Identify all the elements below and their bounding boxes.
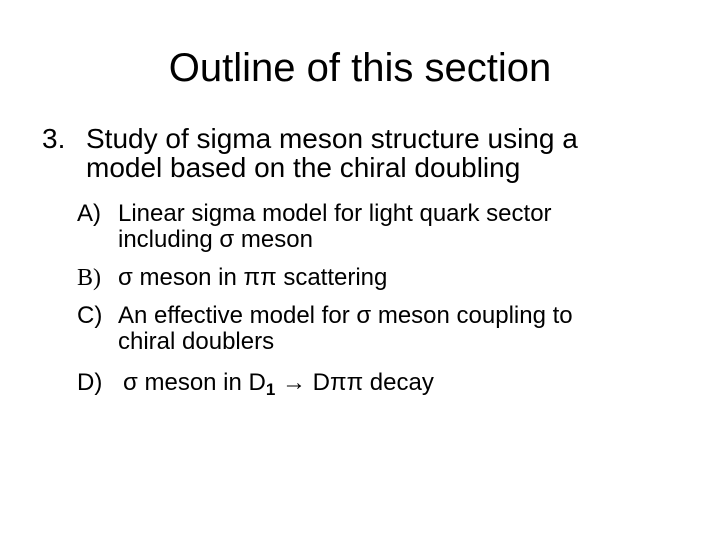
main-item-text	[86, 124, 696, 182]
sub-item-text-pre: σ meson in D	[123, 369, 266, 396]
sub-item-label: C)	[77, 302, 103, 329]
sub-item-label: B)	[77, 265, 101, 291]
main-item-line-2: model based on the chiral doubling	[86, 152, 521, 183]
sub-item-label: A)	[77, 200, 101, 227]
sub-item-line: including σ meson	[118, 226, 313, 253]
subscript: 1	[265, 380, 276, 399]
sub-item-text	[118, 265, 693, 291]
sub-item-line: chiral doublers	[118, 328, 275, 355]
sub-item-text	[118, 201, 693, 253]
sub-item-line: σ meson in ππ scattering	[118, 264, 388, 291]
sub-item-text	[118, 303, 693, 355]
sub-item-text-post: → Dππ decay	[275, 369, 434, 396]
sub-item-line: Linear sigma model for light quark sector	[118, 200, 552, 227]
slide-title: Outline of this section	[168, 46, 552, 90]
sub-item-text	[123, 369, 698, 399]
sub-item-line: An effective model for σ meson coupling to	[118, 302, 573, 329]
sub-item-label: D)	[77, 369, 103, 396]
main-item-line-1: Study of sigma meson structure using a	[86, 123, 578, 154]
main-item-number: 3.	[42, 123, 66, 154]
